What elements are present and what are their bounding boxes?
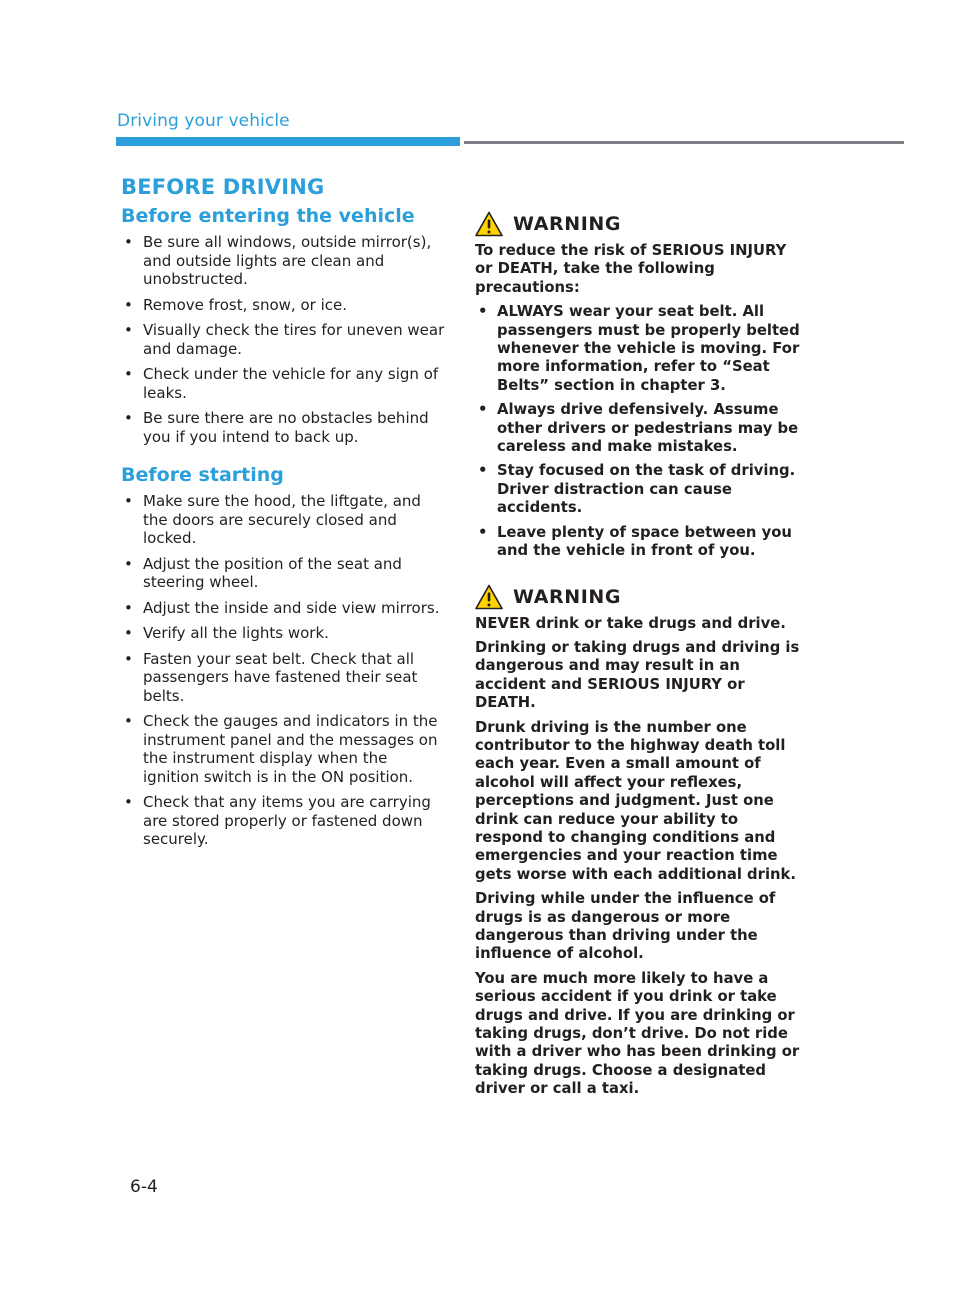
precautions-list [475,303,807,560]
page-number: 6-4 [130,1177,158,1197]
heading-before-starting: Before starting [121,464,284,486]
list-item: • ALWAYS wear your seat belt. All passengers must be properly belted whenever the vehicle is moving. For more information, refer to “Seat Belts” section in chapter 3. [475,303,807,395]
warning-triangle-icon [475,584,503,610]
list-item: • Always drive defensively. Assume other drivers or pedestrians may be careless and make mistakes. [475,401,807,456]
warning-header [475,210,807,238]
list-item: • Be sure there are no obstacles behind you if you intend to back up. [121,409,446,446]
list-item: • Check the gauges and indicators in the instrument panel and the messages on the instrument display when the ignition switch is in the ON position. [121,712,446,786]
warning-triangle-icon [475,211,503,237]
list-item: • Visually check the tires for uneven wear and damage. [121,321,446,358]
header-rule-grey [464,141,904,144]
list-item: • Check under the vehicle for any sign of leaks. [121,365,446,402]
chapter-title: Driving your vehicle [117,111,290,131]
left-column [121,175,446,856]
list-item: • Be sure all windows, outside mirror(s), and outside lights are clean and unobstructed. [121,233,446,289]
warning-label: WARNING [513,213,622,235]
starting-checklist [121,492,446,849]
warning-box-precautions [475,210,807,561]
list-item: • Adjust the position of the seat and steering wheel. [121,555,446,592]
warning-paragraph: You are much more likely to have a serious accident if you drink or take drugs and drive. If you are drinking or taking drugs, don’t drive. Do not ride with a driver who has been drinking or taking drugs. Choose a designated driver or call a taxi. [475,969,800,1098]
right-column [475,210,807,1105]
list-item: • Remove frost, snow, or ice. [121,296,446,315]
warning-paragraph: NEVER drink or take drugs and drive. [475,614,786,632]
warning-box-drink-drugs [475,583,807,1099]
list-item: • Adjust the inside and side view mirrors. [121,599,446,618]
entering-checklist [121,233,446,446]
list-item: • Verify all the lights work. [121,624,446,643]
header-rule-accent [116,137,460,146]
warning-intro: To reduce the risk of SERIOUS INJURY or DEATH, take the following precautions: [475,242,787,296]
section-title: BEFORE DRIVING [121,175,325,199]
warning-paragraph: Driving while under the influence of drugs is as dangerous or more dangerous than driving under the influence of alcohol. [475,890,776,963]
warning-paragraph: Drunk driving is the number one contributor to the highway death toll each year. Even a small amount of alcohol will affect your reflexes, perceptions and judgment. Just one drink can reduce your ability to respond to changing conditions and emergencies and your reaction time gets worse with each additional drink. [475,718,797,883]
list-item: • Make sure the hood, the liftgate, and the doors are securely closed and locked. [121,492,446,548]
list-item: • Stay focused on the task of driving. Driver distraction can cause accidents. [475,462,807,517]
warning-paragraph: Drinking or taking drugs and driving is dangerous and may result in an accident and SERIOUS INJURY or DEATH. [475,638,800,712]
list-item: • Leave plenty of space between you and the vehicle in front of you. [475,524,807,561]
list-item: • Check that any items you are carrying are stored properly or fastened down securely. [121,793,446,849]
warning-header [475,583,807,611]
list-item: • Fasten your seat belt. Check that all passengers have fastened their seat belts. [121,650,446,706]
heading-before-entering: Before entering the vehicle [121,205,415,227]
warning-label: WARNING [513,585,622,608]
